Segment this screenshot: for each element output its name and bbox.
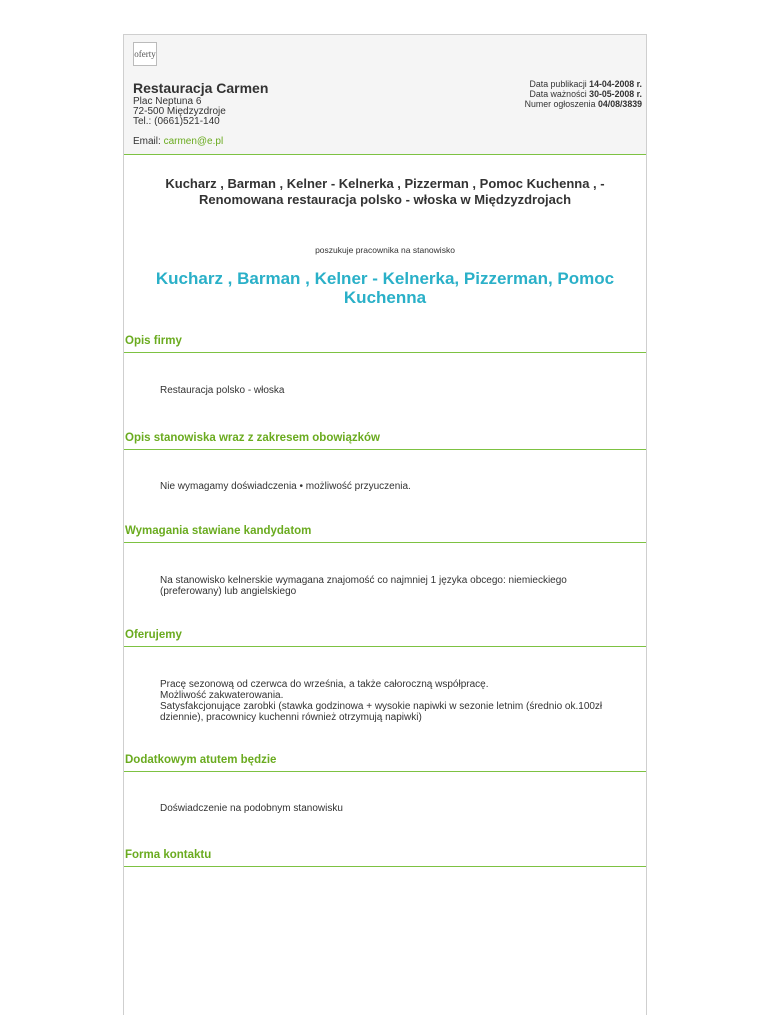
header-panel bbox=[124, 35, 646, 154]
section-title-advantage: Dodatkowym atutem będzie bbox=[125, 754, 277, 766]
section-text-offer: Pracę sezonową od czerwca do września, a także całoroczną współpracę. Możliwość zakwaterowania. Satysfakcjonujące zarobki (stawka godzinowa + wysokie napiwki w sezonie letnim (średnio ok.100zł dziennie), pracownicy kuchenni również otrzymują napiwki) bbox=[160, 679, 603, 723]
offer-title-line-2: Renomowana restauracja polsko - włoska w Międzyzdrojach bbox=[198, 192, 572, 207]
company-address-city: 72-500 Międzyzdroje bbox=[133, 106, 226, 117]
logo-icon: oferty bbox=[133, 42, 157, 66]
section-divider bbox=[124, 542, 646, 543]
email-label: Email: bbox=[133, 136, 164, 147]
section-title-company: Opis firmy bbox=[125, 335, 182, 347]
section-text-duties: Nie wymagamy doświadczenia • możliwość przyuczenia. bbox=[160, 481, 411, 492]
email-link[interactable]: carmen@e.pl bbox=[163, 136, 224, 147]
position-title-line-1: Kucharz , Barman , Kelner - Kelnerka, Pizzerman, Pomoc bbox=[155, 269, 615, 288]
seeks-caption: poszukuje pracownika na stanowisko bbox=[315, 245, 455, 255]
company-address-street: Plac Neptuna 6 bbox=[133, 96, 202, 107]
section-text-company: Restauracja polsko - włoska bbox=[160, 385, 285, 396]
company-phone: Tel.: (0661)521-140 bbox=[133, 116, 220, 127]
job-offer-page bbox=[123, 34, 647, 1015]
publication-date: Data publikacji 14-04-2008 r. bbox=[529, 79, 642, 89]
section-divider bbox=[124, 449, 646, 450]
company-email-row bbox=[133, 136, 223, 147]
section-divider bbox=[124, 646, 646, 647]
section-text-requirements: Na stanowisko kelnerskie wymagana znajomość co najmniej 1 języka obcego: niemieckiego (preferowany) lub angielskiego bbox=[160, 575, 567, 597]
offer-meta bbox=[525, 79, 642, 109]
section-title-duties: Opis stanowiska wraz z zakresem obowiązków bbox=[125, 432, 381, 444]
position-title bbox=[144, 269, 626, 307]
section-text-advantage: Doświadczenie na podobnym stanowisku bbox=[160, 803, 343, 814]
company-name: Restauracja Carmen bbox=[133, 80, 269, 96]
section-divider bbox=[124, 352, 646, 353]
section-title-offer: Oferujemy bbox=[125, 629, 182, 641]
offer-number: Numer ogłoszenia 04/08/3839 bbox=[524, 99, 642, 109]
section-title-contact: Forma kontaktu bbox=[125, 849, 212, 861]
header-divider bbox=[124, 154, 646, 155]
section-divider bbox=[124, 771, 646, 772]
position-title-line-2: Kuchenna bbox=[343, 288, 427, 307]
expiry-date: Data ważności 30-05-2008 r. bbox=[529, 89, 642, 99]
section-divider bbox=[124, 866, 646, 867]
offer-title-line-1: Kucharz , Barman , Kelner - Kelnerka , Pizzerman , Pomoc Kuchenna , - bbox=[165, 176, 605, 191]
section-title-requirements: Wymagania stawiane kandydatom bbox=[125, 525, 312, 537]
offer-title bbox=[144, 176, 626, 208]
